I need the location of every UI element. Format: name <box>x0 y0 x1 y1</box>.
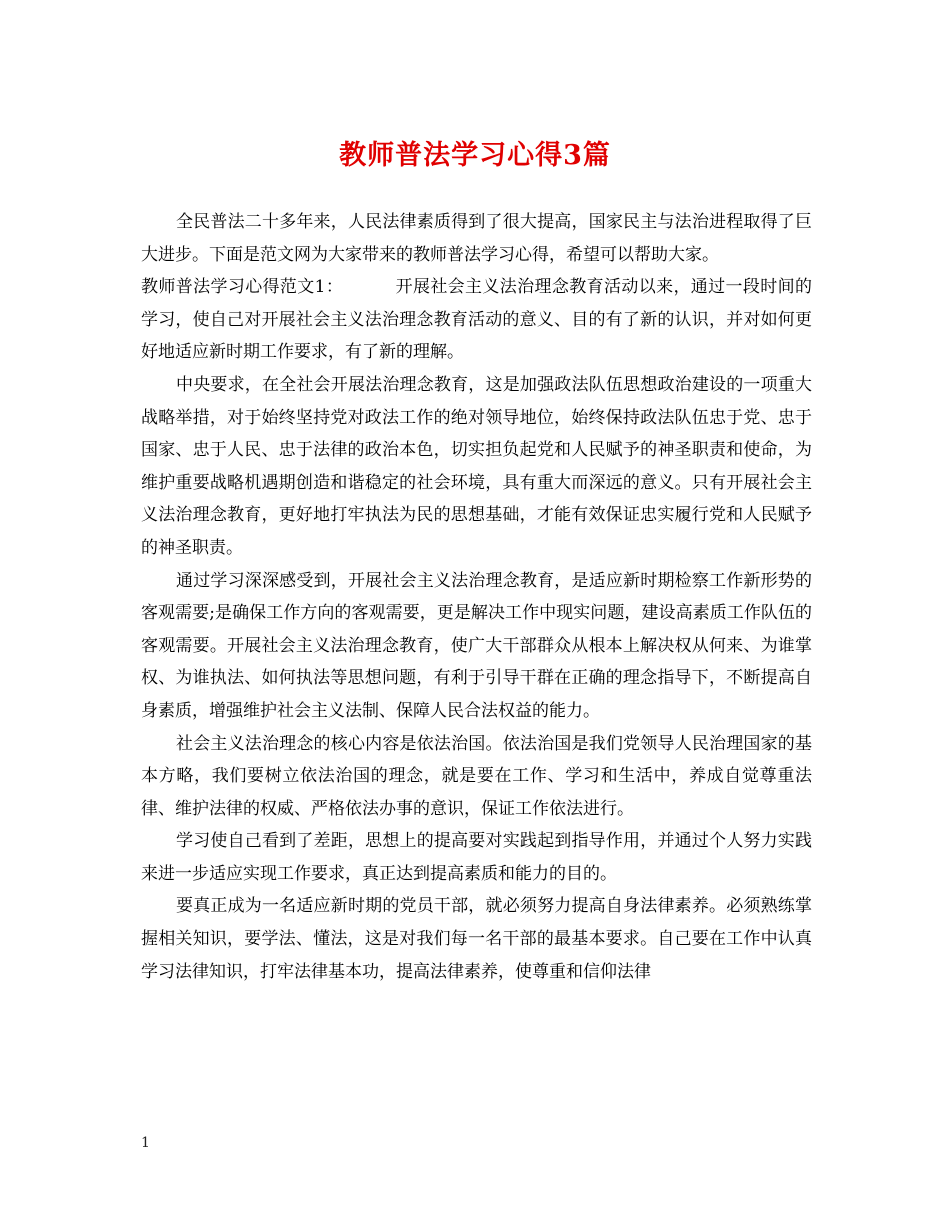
page-number: 1 <box>141 1135 150 1151</box>
intro-paragraph: 全民普法二十多年来，人民法律素质得到了很大提高，国家民主与法治进程取得了巨大进步。下面是范文网为大家带来的教师普法学习心得，希望可以帮助大家。 <box>141 212 812 265</box>
sample-heading: 教师普法学习心得范文1： <box>141 277 344 298</box>
sample-first-text: 开展社会主义法治理念教育活动以来，通过一段时间的学习，使自己对开展社会主义法治理念教育活动的意义、目的有了新的认识，并对如何更好地适应新时期工作要求，有了新的理解。 <box>141 277 812 363</box>
body-paragraph: 要真正成为一名适应新时期的党员干部，就必须努力提高自身法律素养。必须熟练掌握相关知识，要学法、懂法，这是对我们每一名干部的最基本要求。自己要在工作中认真学习法律知识，打牢法律基本功，提高法律素养，使尊重和信仰法律 <box>141 896 812 982</box>
body-paragraph: 通过学习深深感受到，开展社会主义法治理念教育，是适应新时期检察工作新形势的客观需要;是确保工作方向的客观需要，更是解决工作中现实问题，建设高素质工作队伍的客观需要。开展社会主义法治理念教育，使广大干部群众从根本上解决权从何来、为谁掌权、为谁执法、如何执法等思想问题，有利于引导干群在正确的理念指导下，不断提高自身素质，增强维护社会主义法制、保障人民合法权益的能力。 <box>141 570 812 721</box>
body-paragraph: 学习使自己看到了差距，思想上的提高要对实践起到指导作用，并通过个人努力实践来进一步适应实现工作要求，真正达到提高素质和能力的目的。 <box>141 831 812 884</box>
document-title: 教师普法学习心得3篇 <box>339 140 611 171</box>
body-paragraph: 中央要求，在全社会开展法治理念教育，这是加强政法队伍思想政治建设的一项重大战略举措，对于始终坚持党对政法工作的绝对领导地位，始终保持政法队伍忠于党、忠于国家、忠于人民、忠于法律的政治本色，切实担负起党和人民赋予的神圣职责和使命，为维护重要战略机遇期创造和谐稳定的社会环境，具有重大而深远的意义。只有开展社会主义法治理念教育，更好地打牢执法为民的思想基础，才能有效保证忠实履行党和人民赋予的神圣职责。 <box>141 374 812 558</box>
body-paragraph: 社会主义法治理念的核心内容是依法治国。依法治国是我们党领导人民治理国家的基本方略，我们要树立依法治国的理念，就是要在工作、学习和生活中，养成自觉尊重法律、维护法律的权威、严格依法办事的意识，保证工作依法进行。 <box>141 733 812 819</box>
sample-paragraph <box>141 271 812 369</box>
document-body <box>141 206 812 988</box>
